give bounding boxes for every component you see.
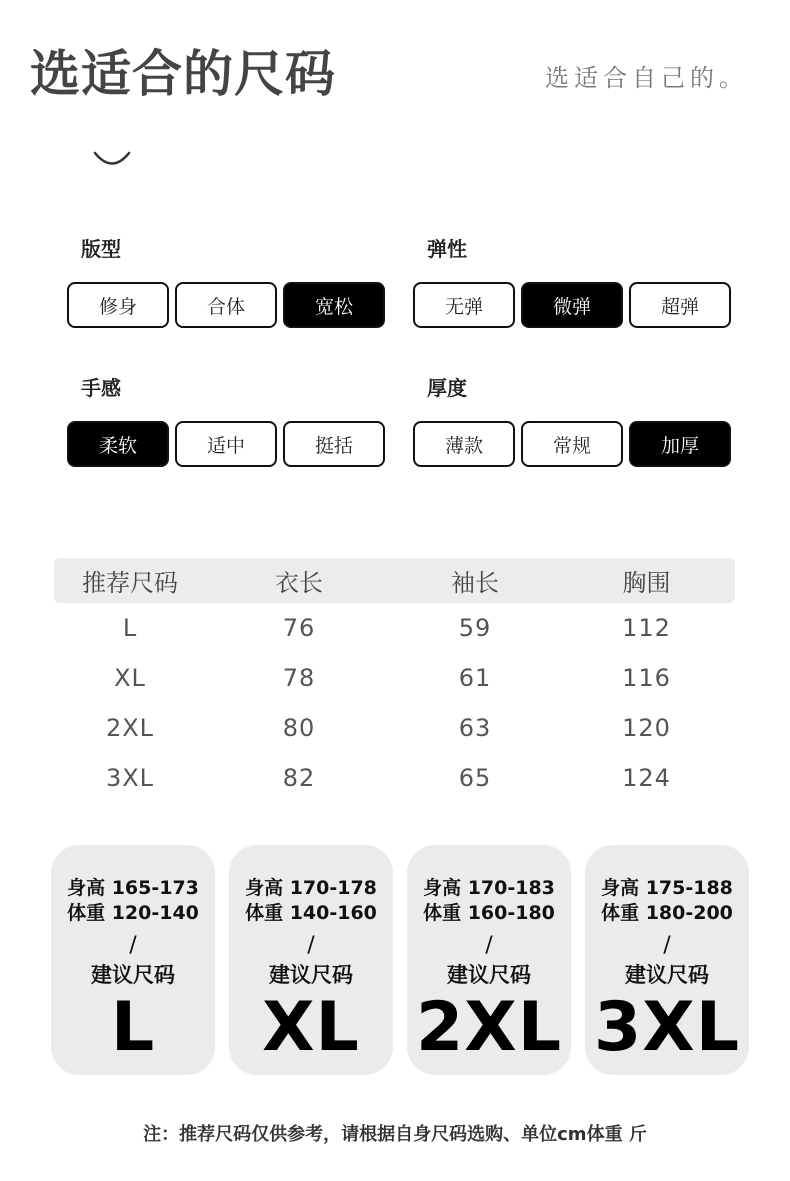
size-card-l [51, 845, 215, 1075]
card-size: XL [262, 988, 360, 1067]
card-height: 身高 165-173 [67, 877, 199, 899]
card-recommend-label: 建议尺码 [625, 963, 709, 987]
option-thin[interactable]: 薄款 [413, 421, 515, 467]
size-table [54, 558, 735, 803]
card-weight: 体重 140-160 [245, 902, 377, 924]
attr-label: 手感 [81, 376, 121, 400]
table-cell: 116 [622, 664, 671, 692]
attr-label: 厚度 [427, 376, 467, 400]
page-header [0, 0, 790, 130]
card-slash: / [129, 933, 137, 958]
option-slim[interactable]: 修身 [67, 282, 169, 328]
table-cell: 112 [622, 614, 671, 642]
header-sleeve: 袖长 [451, 569, 499, 597]
attr-label: 版型 [81, 237, 121, 261]
option-slight-stretch[interactable]: 微弹 [521, 282, 623, 328]
page-subtitle: 选适合自己的。 [545, 64, 748, 92]
table-cell: 59 [458, 614, 492, 642]
page-title: 选适合的尺码 [30, 45, 336, 103]
header-chest: 胸围 [622, 569, 671, 597]
attr-group-feel [67, 373, 389, 467]
option-thick[interactable]: 加厚 [629, 421, 731, 467]
table-cell: 3XL [105, 764, 155, 792]
option-normal[interactable]: 常规 [521, 421, 623, 467]
option-crisp[interactable]: 挺括 [283, 421, 385, 467]
option-loose[interactable]: 宽松 [283, 282, 385, 328]
card-size: 3XL [593, 988, 741, 1067]
option-soft[interactable]: 柔软 [67, 421, 169, 467]
table-cell: 80 [282, 714, 316, 742]
option-regular[interactable]: 合体 [175, 282, 277, 328]
table-cell: 82 [282, 764, 316, 792]
table-header [54, 558, 735, 603]
card-slash: / [485, 933, 493, 958]
card-slash: / [663, 933, 671, 958]
attr-label: 弹性 [427, 237, 467, 261]
size-card-xl [229, 845, 393, 1075]
table-row [54, 753, 735, 803]
option-medium[interactable]: 适中 [175, 421, 277, 467]
table-row [54, 603, 735, 653]
attr-group-elasticity [413, 234, 735, 328]
card-recommend-label: 建议尺码 [447, 963, 531, 987]
table-row [54, 653, 735, 703]
attr-group-thickness [413, 373, 735, 467]
card-size: 2XL [415, 988, 563, 1067]
card-size: L [110, 988, 156, 1067]
table-cell: 65 [458, 764, 492, 792]
card-height: 身高 170-183 [423, 877, 555, 899]
attr-options [67, 421, 389, 467]
option-no-stretch[interactable]: 无弹 [413, 282, 515, 328]
card-slash: / [307, 933, 315, 958]
table-cell: XL [114, 664, 146, 692]
card-weight: 体重 180-200 [601, 902, 733, 924]
card-height: 身高 170-178 [245, 877, 377, 899]
table-cell: 124 [622, 764, 671, 792]
card-weight: 体重 120-140 [67, 902, 199, 924]
table-cell: L [122, 614, 138, 642]
card-recommend-label: 建议尺码 [91, 963, 175, 987]
attr-options [413, 421, 735, 467]
table-cell: 63 [458, 714, 492, 742]
table-cell: 78 [282, 664, 316, 692]
card-height: 身高 175-188 [601, 877, 733, 899]
size-card-2xl [407, 845, 571, 1075]
card-weight: 体重 160-180 [423, 902, 555, 924]
card-recommend-label: 建议尺码 [269, 963, 353, 987]
option-super-stretch[interactable]: 超弹 [629, 282, 731, 328]
size-card-3xl [585, 845, 749, 1075]
header-size: 推荐尺码 [82, 569, 178, 597]
table-cell: 120 [622, 714, 671, 742]
recommendation-cards [51, 845, 751, 1075]
attr-options [413, 282, 735, 328]
attr-options [67, 282, 389, 328]
table-cell: 2XL [105, 714, 155, 742]
header-length: 衣长 [275, 569, 323, 597]
smile-icon [92, 150, 132, 168]
table-row [54, 703, 735, 753]
table-cell: 61 [458, 664, 492, 692]
attr-group-fit [67, 234, 389, 328]
footnote: 注：推荐尺码仅供参考，请根据自身尺码选购、单位cm体重 斤 [143, 1124, 647, 1145]
table-cell: 76 [282, 614, 316, 642]
